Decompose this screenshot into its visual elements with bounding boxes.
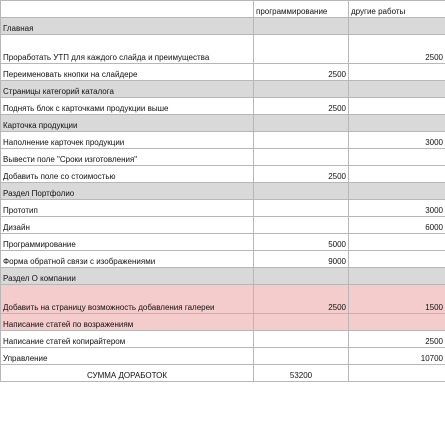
header-row: [1, 1, 445, 18]
task-cell[interactable]: Страницы категорий каталога: [1, 81, 254, 98]
other-work-cell[interactable]: 6000: [349, 217, 445, 234]
programming-cell[interactable]: 2500: [254, 64, 349, 81]
header-cell-programming[interactable]: программирование: [254, 1, 349, 18]
table-row: [1, 234, 445, 251]
other-work-cell[interactable]: [349, 268, 445, 285]
header-cell-task[interactable]: [1, 1, 254, 18]
other-work-cell[interactable]: [349, 64, 445, 81]
programming-cell[interactable]: [254, 115, 349, 132]
task-cell[interactable]: Поднять блок с карточками продукции выше: [1, 98, 254, 115]
other-work-cell[interactable]: [349, 234, 445, 251]
other-work-cell[interactable]: 3000: [349, 132, 445, 149]
task-cell[interactable]: Проработать УТП для каждого слайда и преимущества: [1, 35, 254, 64]
section-row: [1, 115, 445, 132]
task-cell[interactable]: Наполнение карточек продукции: [1, 132, 254, 149]
programming-cell[interactable]: 2500: [254, 98, 349, 115]
task-cell[interactable]: Дизайн: [1, 217, 254, 234]
other-work-cell[interactable]: [349, 166, 445, 183]
task-cell[interactable]: Написание статей копирайтером: [1, 331, 254, 348]
other-work-cell[interactable]: 2500: [349, 331, 445, 348]
other-work-cell[interactable]: [349, 149, 445, 166]
table-row: [1, 348, 445, 365]
programming-cell[interactable]: [254, 149, 349, 166]
programming-cell[interactable]: [254, 348, 349, 365]
table-row: [1, 98, 445, 115]
programming-cell[interactable]: [254, 268, 349, 285]
other-work-cell[interactable]: [349, 183, 445, 200]
task-cell[interactable]: Карточка продукции: [1, 115, 254, 132]
section-row: [1, 81, 445, 98]
programming-cell[interactable]: 5000: [254, 234, 349, 251]
programming-cell[interactable]: [254, 331, 349, 348]
task-cell[interactable]: Раздел Портфолио: [1, 183, 254, 200]
task-cell[interactable]: Управление: [1, 348, 254, 365]
table-row: [1, 200, 445, 217]
task-cell[interactable]: Форма обратной связи с изображениями: [1, 251, 254, 268]
table-row: [1, 217, 445, 234]
other-work-cell[interactable]: 2500: [349, 35, 445, 64]
task-cell[interactable]: Добавить на страницу возможность добавления галереи: [1, 285, 254, 314]
task-cell[interactable]: Вывести поле "Сроки изготовления": [1, 149, 254, 166]
task-cell[interactable]: Программирование: [1, 234, 254, 251]
programming-cell[interactable]: 9000: [254, 251, 349, 268]
programming-cell[interactable]: [254, 314, 349, 331]
table-row: [1, 166, 445, 183]
table-row: [1, 132, 445, 149]
other-work-cell[interactable]: [349, 251, 445, 268]
programming-cell[interactable]: [254, 132, 349, 149]
section-row: [1, 18, 445, 35]
section-row: [1, 268, 445, 285]
task-cell[interactable]: Добавить поле со стоимостью: [1, 166, 254, 183]
table-row: [1, 149, 445, 166]
other-work-cell[interactable]: [349, 98, 445, 115]
programming-cell[interactable]: [254, 183, 349, 200]
programming-cell[interactable]: [254, 35, 349, 64]
other-work-cell[interactable]: [349, 314, 445, 331]
other-work-cell[interactable]: [349, 81, 445, 98]
task-cell[interactable]: Прототип: [1, 200, 254, 217]
other-work-cell[interactable]: 3000: [349, 200, 445, 217]
section-row: [1, 183, 445, 200]
total-row: [1, 365, 445, 382]
programming-cell[interactable]: [254, 200, 349, 217]
total-value[interactable]: 53200: [254, 365, 349, 382]
table-row: [1, 251, 445, 268]
highlighted-row: [1, 285, 445, 314]
task-cell[interactable]: Написание статей по возражениям: [1, 314, 254, 331]
other-work-cell[interactable]: [349, 115, 445, 132]
table-row: [1, 35, 445, 64]
task-cell[interactable]: Переименовать кнопки на слайдере: [1, 64, 254, 81]
header-cell-other-work[interactable]: другие работы: [349, 1, 445, 18]
programming-cell[interactable]: [254, 81, 349, 98]
table-row: [1, 64, 445, 81]
highlighted-section-row: [1, 314, 445, 331]
programming-cell[interactable]: [254, 18, 349, 35]
task-cell[interactable]: Раздел О компании: [1, 268, 254, 285]
programming-cell[interactable]: 2500: [254, 285, 349, 314]
task-cell[interactable]: Главная: [1, 18, 254, 35]
other-work-cell[interactable]: 10700: [349, 348, 445, 365]
other-work-cell[interactable]: 1500: [349, 285, 445, 314]
other-work-cell[interactable]: [349, 18, 445, 35]
table-row: [1, 331, 445, 348]
programming-cell[interactable]: [254, 217, 349, 234]
total-other-cell[interactable]: [349, 365, 445, 382]
programming-cell[interactable]: 2500: [254, 166, 349, 183]
total-label[interactable]: СУММА ДОРАБОТОК: [1, 365, 254, 382]
